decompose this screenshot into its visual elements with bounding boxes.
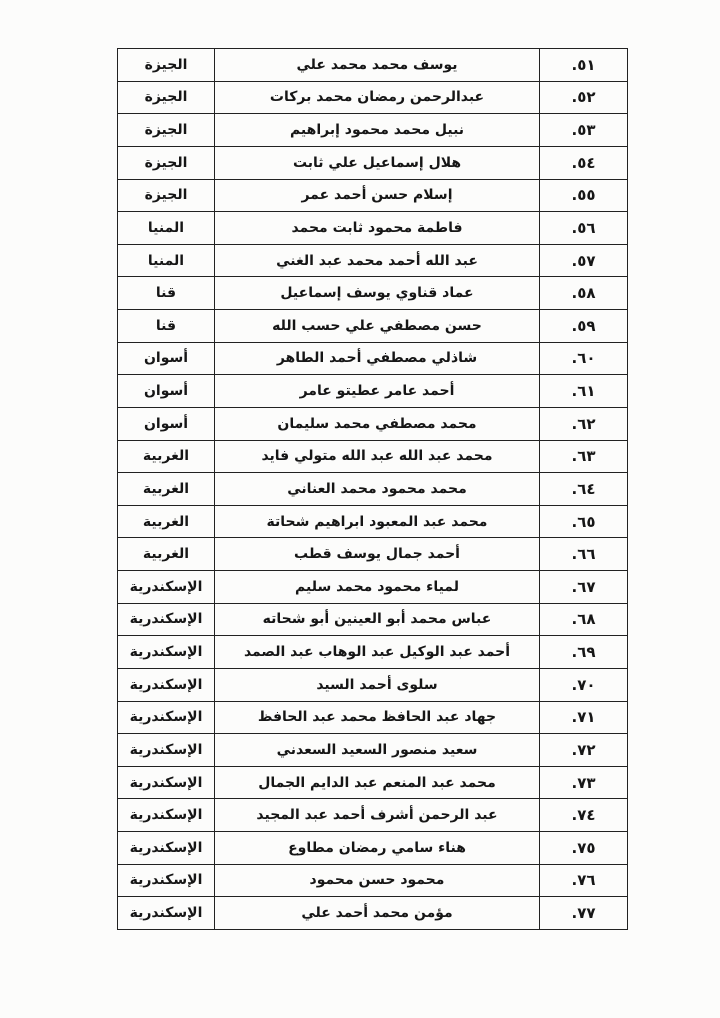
row-number-cell: ٥٥. (540, 179, 628, 212)
table-row (118, 734, 628, 767)
row-number-cell: ٦٢. (540, 407, 628, 440)
row-number-cell: ٦٤. (540, 473, 628, 506)
row-number-cell: ٧٦. (540, 864, 628, 897)
row-number-cell: ٦٠. (540, 342, 628, 375)
name-cell: أحمد جمال يوسف قطب (215, 538, 540, 571)
name-cell: إسلام حسن أحمد عمر (215, 179, 540, 212)
governorate-cell: الجيزة (118, 146, 215, 179)
name-cell: عبدالرحمن رمضان محمد بركات (215, 81, 540, 114)
table-row (118, 81, 628, 114)
row-number-cell: ٧٤. (540, 799, 628, 832)
table-row (118, 832, 628, 865)
name-cell: عباس محمد أبو العينين أبو شحاته (215, 603, 540, 636)
row-number-cell: ٥٢. (540, 81, 628, 114)
governorate-cell: الإسكندرية (118, 571, 215, 604)
governorate-cell: المنيا (118, 244, 215, 277)
roster-table (117, 48, 628, 930)
table-row (118, 375, 628, 408)
name-cell: سعيد منصور السعيد السعدني (215, 734, 540, 767)
table-row (118, 407, 628, 440)
row-number-cell: ٧٢. (540, 734, 628, 767)
table-row (118, 701, 628, 734)
name-cell: هلال إسماعيل علي ثابت (215, 146, 540, 179)
table-row (118, 505, 628, 538)
governorate-cell: الجيزة (118, 49, 215, 82)
name-cell: محمد مصطفي محمد سليمان (215, 407, 540, 440)
name-cell: عماد قناوي يوسف إسماعيل (215, 277, 540, 310)
table-row (118, 342, 628, 375)
governorate-cell: الإسكندرية (118, 701, 215, 734)
row-number-cell: ٦٨. (540, 603, 628, 636)
name-cell: أحمد عامر عطيتو عامر (215, 375, 540, 408)
governorate-cell: الإسكندرية (118, 864, 215, 897)
table-row (118, 179, 628, 212)
row-number-cell: ٥٣. (540, 114, 628, 147)
governorate-cell: أسوان (118, 342, 215, 375)
name-cell: هناء سامي رمضان مطاوع (215, 832, 540, 865)
governorate-cell: الإسكندرية (118, 832, 215, 865)
governorate-cell: الإسكندرية (118, 668, 215, 701)
governorate-cell: الغربية (118, 473, 215, 506)
row-number-cell: ٦١. (540, 375, 628, 408)
row-number-cell: ٦٥. (540, 505, 628, 538)
table-row (118, 766, 628, 799)
row-number-cell: ٥١. (540, 49, 628, 82)
row-number-cell: ٥٦. (540, 212, 628, 245)
row-number-cell: ٧٧. (540, 897, 628, 930)
row-number-cell: ٥٤. (540, 146, 628, 179)
governorate-cell: قنا (118, 310, 215, 343)
row-number-cell: ٦٦. (540, 538, 628, 571)
table-row (118, 897, 628, 930)
governorate-cell: قنا (118, 277, 215, 310)
table-row (118, 799, 628, 832)
governorate-cell: الإسكندرية (118, 799, 215, 832)
governorate-cell: الإسكندرية (118, 636, 215, 669)
governorate-cell: الإسكندرية (118, 734, 215, 767)
table-row (118, 603, 628, 636)
row-number-cell: ٦٣. (540, 440, 628, 473)
table-row (118, 668, 628, 701)
governorate-cell: الغربية (118, 538, 215, 571)
name-cell: حسن مصطفي علي حسب الله (215, 310, 540, 343)
table-row (118, 864, 628, 897)
row-number-cell: ٦٩. (540, 636, 628, 669)
name-cell: فاطمة محمود ثابت محمد (215, 212, 540, 245)
governorate-cell: الجيزة (118, 179, 215, 212)
governorate-cell: الإسكندرية (118, 897, 215, 930)
row-number-cell: ٧٥. (540, 832, 628, 865)
row-number-cell: ٧١. (540, 701, 628, 734)
name-cell: محمد عبد المنعم عبد الدايم الجمال (215, 766, 540, 799)
table-row (118, 277, 628, 310)
governorate-cell: الإسكندرية (118, 603, 215, 636)
name-cell: محمود حسن محمود (215, 864, 540, 897)
name-cell: عبد الرحمن أشرف أحمد عبد المجيد (215, 799, 540, 832)
row-number-cell: ٥٧. (540, 244, 628, 277)
table-row (118, 146, 628, 179)
table-row (118, 473, 628, 506)
name-cell: شاذلي مصطفي أحمد الطاهر (215, 342, 540, 375)
name-cell: سلوى أحمد السيد (215, 668, 540, 701)
name-cell: أحمد عبد الوكيل عبد الوهاب عبد الصمد (215, 636, 540, 669)
table-row (118, 571, 628, 604)
name-cell: محمد عبد المعبود ابراهيم شحاتة (215, 505, 540, 538)
table-row (118, 538, 628, 571)
name-cell: محمد محمود محمد العناني (215, 473, 540, 506)
name-cell: جهاد عبد الحافظ محمد عبد الحافظ (215, 701, 540, 734)
row-number-cell: ٥٨. (540, 277, 628, 310)
roster-table-body (118, 49, 628, 930)
table-row (118, 310, 628, 343)
row-number-cell: ٧٣. (540, 766, 628, 799)
name-cell: عبد الله أحمد محمد عبد الغني (215, 244, 540, 277)
name-cell: نبيل محمد محمود إبراهيم (215, 114, 540, 147)
governorate-cell: الإسكندرية (118, 766, 215, 799)
row-number-cell: ٦٧. (540, 571, 628, 604)
governorate-cell: أسوان (118, 375, 215, 408)
name-cell: لمياء محمود محمد سليم (215, 571, 540, 604)
row-number-cell: ٧٠. (540, 668, 628, 701)
table-row (118, 440, 628, 473)
table-row (118, 244, 628, 277)
governorate-cell: الغربية (118, 440, 215, 473)
name-cell: محمد عبد الله عبد الله متولي فايد (215, 440, 540, 473)
table-row (118, 49, 628, 82)
governorate-cell: الجيزة (118, 81, 215, 114)
governorate-cell: المنيا (118, 212, 215, 245)
governorate-cell: الجيزة (118, 114, 215, 147)
governorate-cell: الغربية (118, 505, 215, 538)
table-row (118, 212, 628, 245)
name-cell: مؤمن محمد أحمد علي (215, 897, 540, 930)
row-number-cell: ٥٩. (540, 310, 628, 343)
governorate-cell: أسوان (118, 407, 215, 440)
name-cell: يوسف محمد محمد علي (215, 49, 540, 82)
table-row (118, 636, 628, 669)
table-row (118, 114, 628, 147)
